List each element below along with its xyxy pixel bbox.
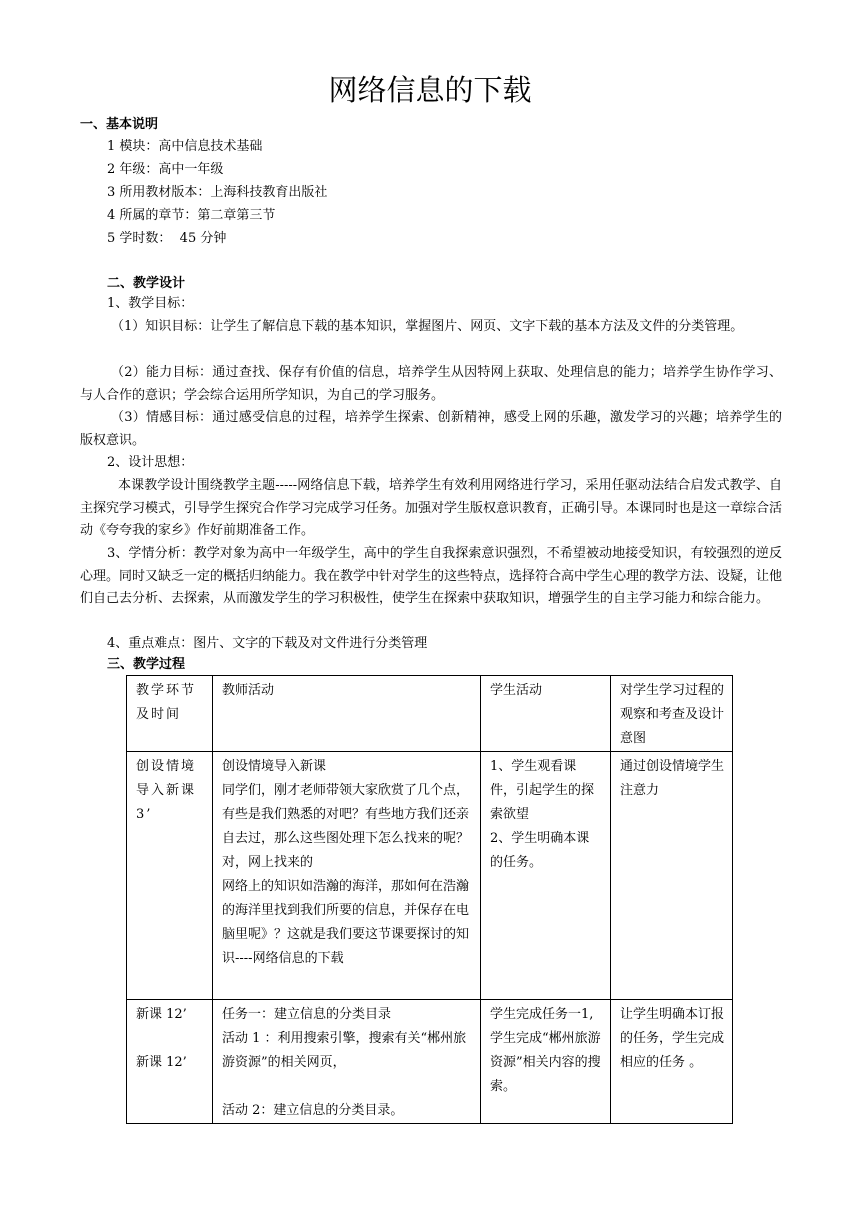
stage-label-2: 新课 12’ xyxy=(136,1055,187,1070)
header-stage: 教学环节及时间 xyxy=(127,676,213,752)
cell-teacher: 创设情境导入新课 同学们，刚才老师带领大家欣赏了几个点，有些是我们熟悉的对吧？有些地方我们还亲自去过，那么这些图处理下怎么找来的呢？对，网上找来的 网络上的知识如浩瀚的海洋，那如何在浩瀚的海洋里找到我们所要的信息，并保存在电脑里呢》？这就是我们要这节课要探讨的知识----网络信息的下载 xyxy=(213,752,481,1000)
learner-analysis: 3、学情分析：教学对象为高中一年级学生，高中的学生自我探索意识强烈，不希望被动地接受知识，有较强烈的逆反心理。同时又缺乏一定的概括归纳能力。我在教学中针对学生的这些特点，选择符合高中学生心理的教学方法、设疑，让他们自己去分析、去探索，从而激发学生的学习积极性，使学生在探索中获取知识，增强学生的自主学习能力和综合能力。 xyxy=(80,546,783,606)
cell-student: 学生完成任务一1,学生完成“郴州旅游资源”相关内容的搜索。 xyxy=(481,1000,611,1124)
info-textbook: 3 所用教材版本：上海科技教育出版社 xyxy=(107,185,328,200)
header-intent: 对学生学习过程的观察和考查及设计意图 xyxy=(611,676,733,752)
page-title: 网络信息的下载 xyxy=(328,73,532,107)
table-row xyxy=(127,1000,733,1124)
info-chapter: 4 所属的章节：第二章第三节 xyxy=(107,208,276,223)
header-student: 学生活动 xyxy=(481,676,611,752)
table-row xyxy=(127,752,733,1000)
teacher-activity-2: 活动 2：建立信息的分类目录。 xyxy=(222,1103,404,1118)
cell-stage: 创设情境导入新课3’ xyxy=(127,752,213,1000)
info-module: 1 模块：高中信息技术基础 xyxy=(107,139,263,154)
header-teacher: 教师活动 xyxy=(213,676,481,752)
key-points: 4、重点难点：图片、文字的下载及对文件进行分类管理 xyxy=(107,636,428,651)
idea-heading: 2、设计思想： xyxy=(107,455,194,470)
goal-knowledge: （1）知识目标：让学生了解信息下载的基本知识，掌握图片、网页、文字下载的基本方法及文件的分类管理。 xyxy=(111,319,744,334)
section-heading-process: 三、教学过程 xyxy=(107,657,186,672)
teacher-task-text: 任务一：建立信息的分类目录 活动 1 ：利用搜索引擎，搜索有关“郴州旅游资源”的相关网页， xyxy=(222,1007,467,1070)
cell-intent: 通过创设情境学生注意力 xyxy=(611,752,733,1000)
table-header-row xyxy=(127,676,733,752)
goal-emotion: （3）情感目标：通过感受信息的过程，培养学生探索、创新精神，感受上网的乐趣，激发学习的兴趣；培养学生的版权意识。 xyxy=(80,410,782,448)
info-grade: 2 年级：高中一年级 xyxy=(107,162,224,177)
info-hours: 5 学时数： 45 分钟 xyxy=(107,231,227,246)
section-heading-design: 二、教学设计 xyxy=(107,276,186,291)
goal-ability: （2）能力目标：通过查找、保存有价值的信息，培养学生从因特网上获取、处理信息的能力；培养学生协作学习、与人合作的意识；学会综合运用所学知识，为自己的学习服务。 xyxy=(80,365,782,403)
cell-student: 1、学生观看课件，引起学生的探索欲望 2、学生明确本课的任务。 xyxy=(481,752,611,1000)
stage-label-1: 新课 12’ xyxy=(136,1007,187,1022)
idea-text: 本课教学设计围绕教学主题-----网络信息下载，培养学生有效利用网络进行学习，采用任驱动法结合启发式教学、自主探究学习模式，引导学生探究合作学习完成学习任务。加强对学生版权意识教育，正确引导。本课同时也是这一章综合活动《夸夸我的家乡》作好前期准备工作。 xyxy=(80,478,783,538)
cell-teacher xyxy=(213,1000,481,1124)
process-table xyxy=(126,675,733,1124)
goals-heading: 1、教学目标： xyxy=(107,296,194,311)
cell-intent: 让学生明确本订报的任务，学生完成相应的任务 。 xyxy=(611,1000,733,1124)
section-heading-basic: 一、基本说明 xyxy=(80,117,159,132)
cell-stage xyxy=(127,1000,213,1124)
